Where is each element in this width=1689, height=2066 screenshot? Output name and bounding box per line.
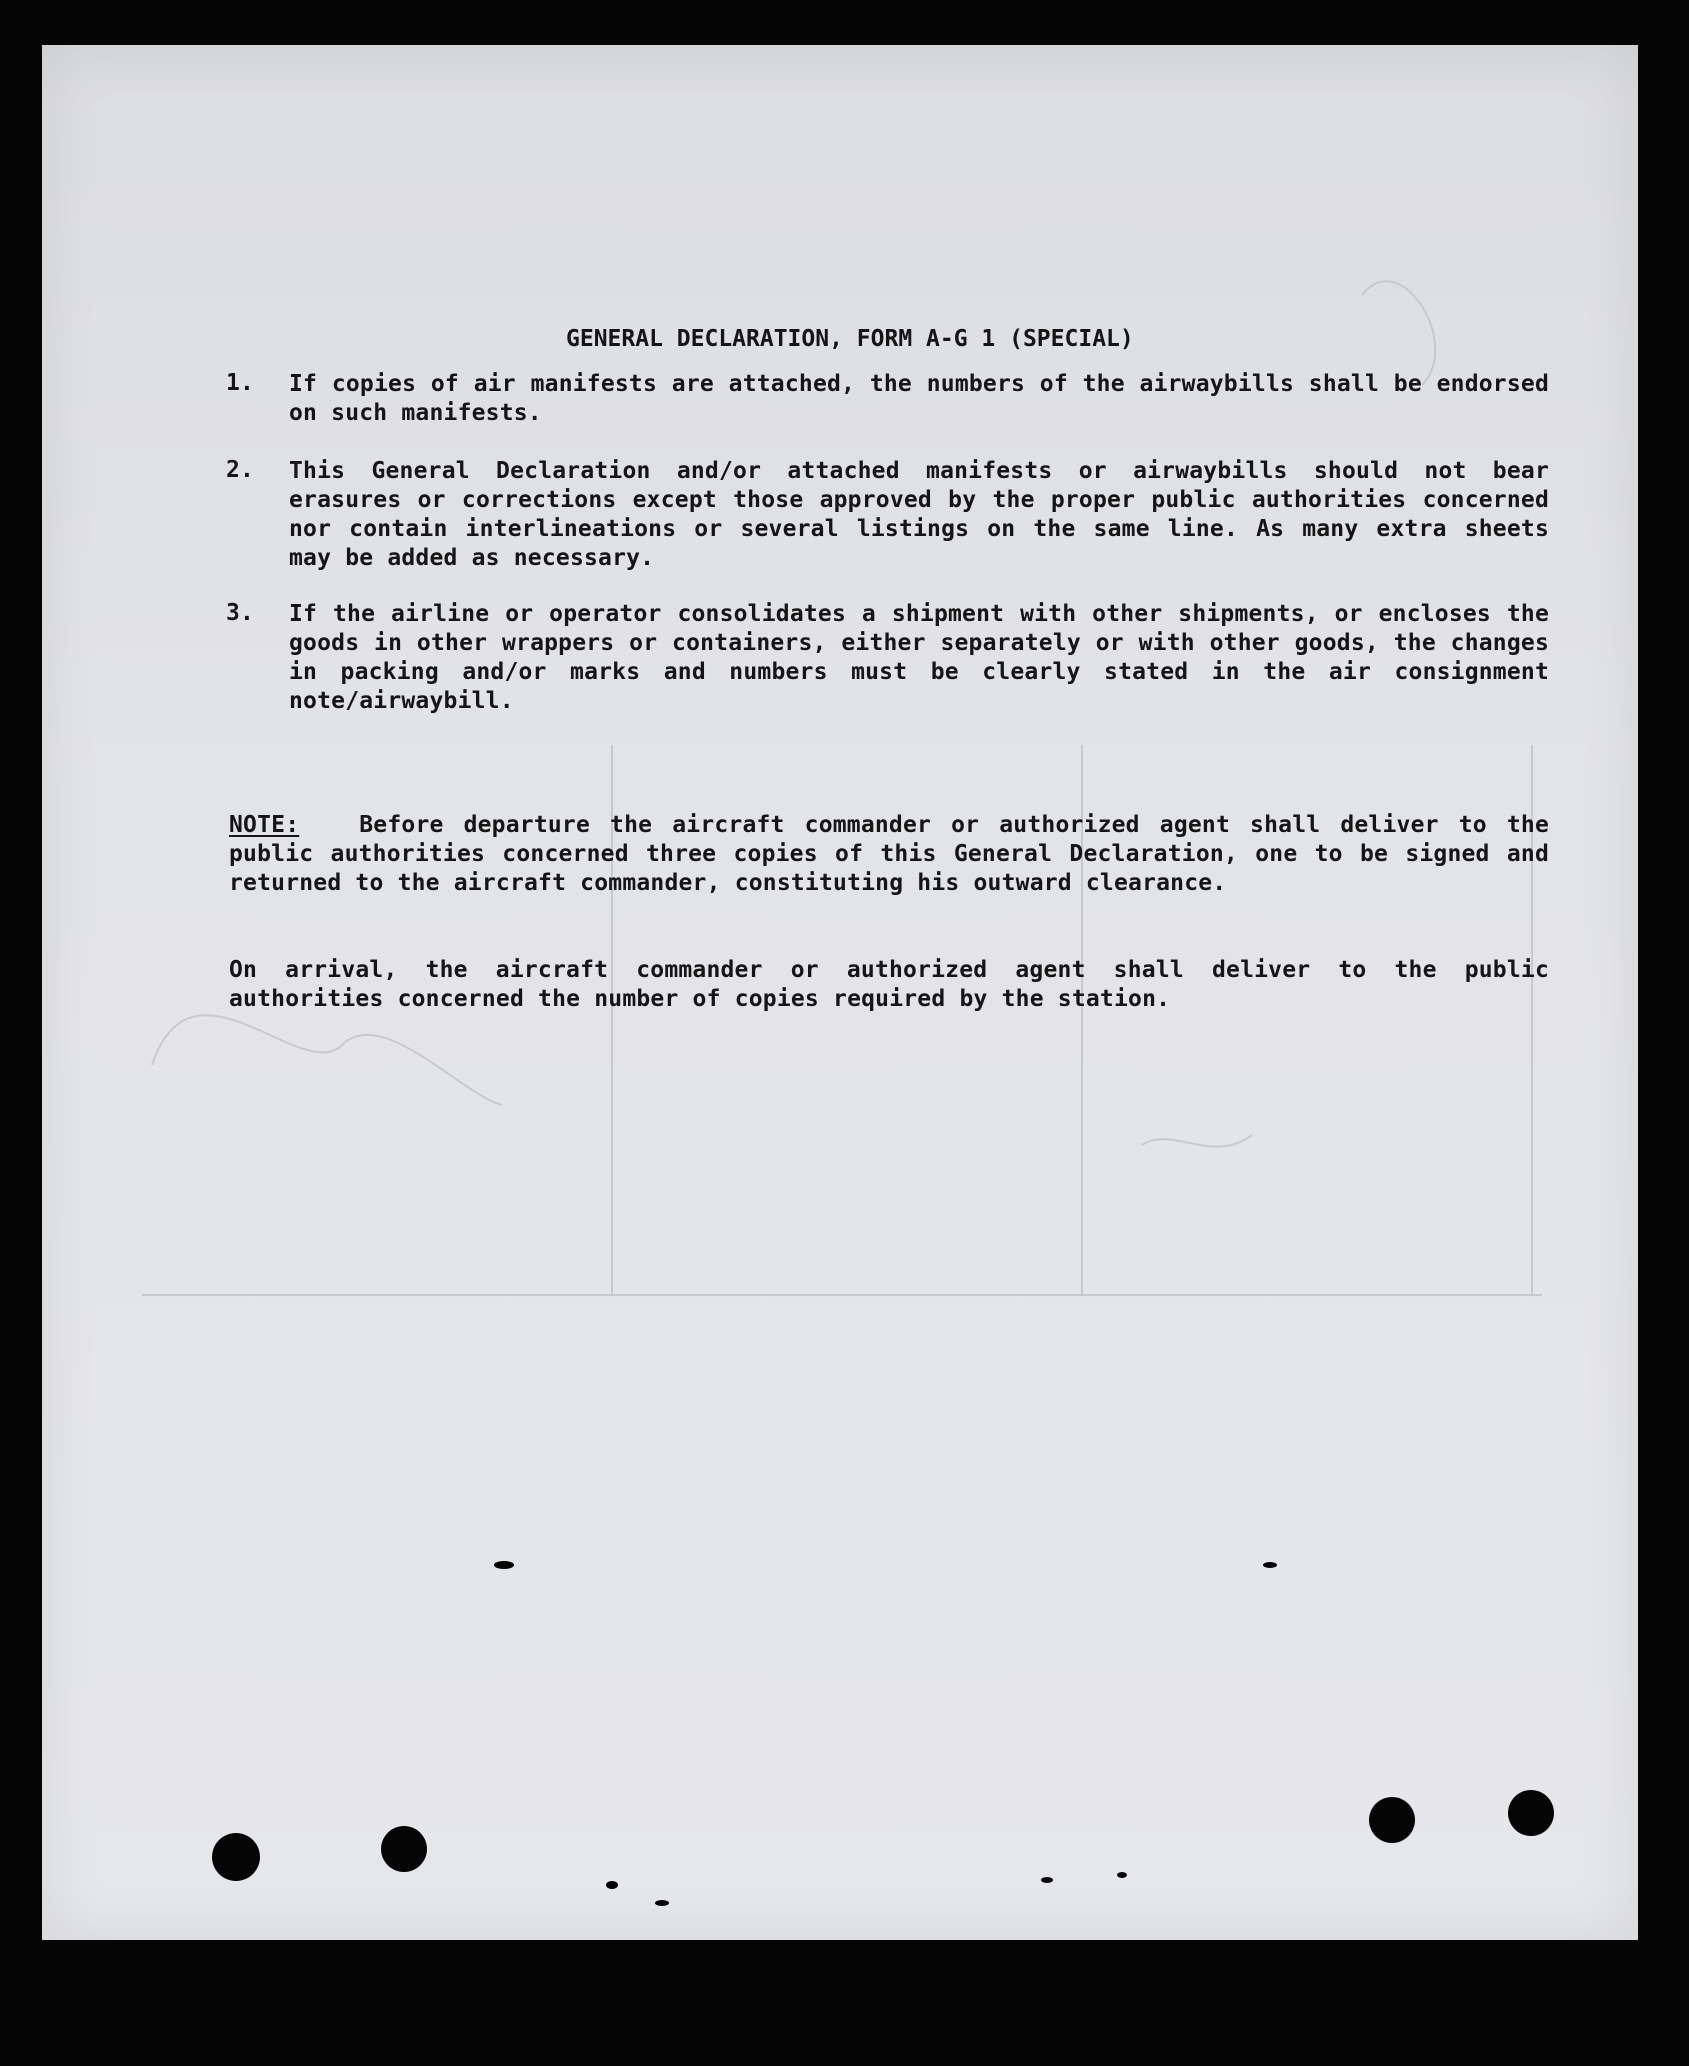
document-page [42, 45, 1638, 1940]
item-3-number: 3. [226, 600, 255, 626]
item-2-number: 2. [226, 457, 255, 483]
item-3-text: If the airline or operator consolidates a shipment with other shipments, or encloses the goods in other wrappers or containers, either separately or with other goods, the changes in packing and/or marks and numbers must be clearly stated in the air consignment note/airwaybill. [289, 601, 1549, 714]
item-1-text: If copies of air manifests are attached, the numbers of the airwaybills shall be endorsed on such manifests. [289, 371, 1549, 426]
document-title: GENERAL DECLARATION, FORM A-G 1 (SPECIAL) [566, 326, 1134, 352]
item-1-number: 1. [226, 370, 255, 396]
arrival-paragraph: On arrival, the aircraft commander or authorized agent shall deliver to the public authorities concerned the number of copies required by the station. [229, 957, 1549, 1012]
note-label: NOTE: [229, 812, 300, 838]
note-text: Before departure the aircraft commander or authorized agent shall deliver to the public authorities concerned three copies of this General Declaration, one to be signed and returned to the aircraft commander, constituting his outward clearance. [229, 812, 1549, 896]
item-2-text: This General Declaration and/or attached manifests or airwaybills should not bear erasures or corrections except those approved by the proper public authorities concerned nor contain interlineations or several listings on the same line. As many extra sheets may be added as necessary. [289, 458, 1549, 571]
note-paragraph [229, 811, 1549, 898]
